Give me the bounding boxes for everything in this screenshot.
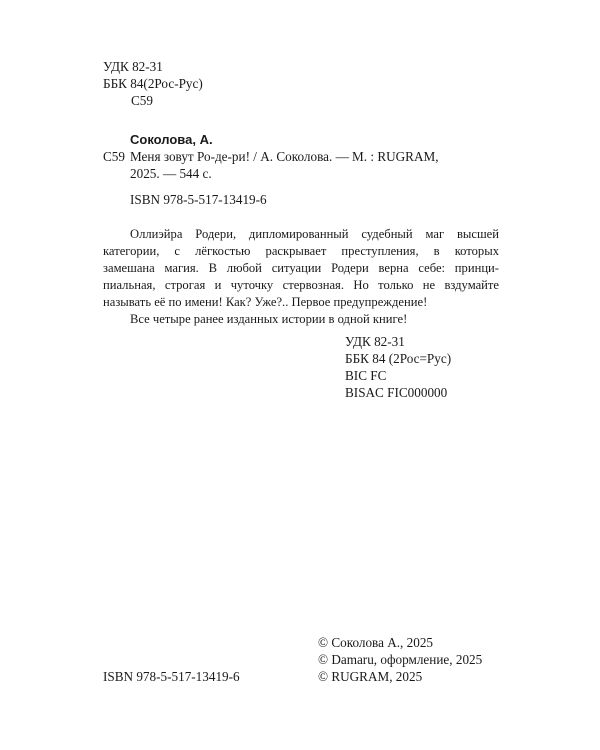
- copyright-notices: [318, 634, 482, 685]
- bottom-isbn: ISBN 978-5-517-13419-6: [103, 669, 240, 684]
- copyright-line: © RUGRAM, 2025: [318, 669, 423, 684]
- right-classification-codes: [345, 333, 451, 401]
- annotation: [103, 226, 499, 329]
- annotation-line: Оллиэйра Родери, дипломированный судебный маг высшей: [130, 227, 499, 241]
- isbn: ISBN 978-5-517-13419-6: [130, 192, 267, 207]
- bbk-code: ББК 84 (2Рос=Рус): [345, 351, 452, 366]
- author-name: Соколова, А.: [130, 132, 213, 147]
- annotation-line: Все четыре ранее изданных истории в одной книге!: [130, 312, 408, 327]
- annotation-line: замешана магия. В любой ситуации Родери верна себе: принци-: [103, 261, 499, 276]
- annotation-line: категории, с лёгкостью раскрывает преступления, в которых: [103, 244, 499, 259]
- copyright-line: © Damaru, оформление, 2025: [318, 652, 483, 667]
- bisac-code: BISAC FIC000000: [345, 385, 448, 400]
- annotation-line: называть её по имени! Как? Уже?.. Первое предупреждение!: [103, 295, 428, 310]
- catalog-author-mark: С59: [103, 149, 125, 164]
- author-mark: С59: [131, 93, 153, 108]
- bic-code: BIC FC: [345, 368, 387, 383]
- copyright-line: © Соколова А., 2025: [318, 635, 434, 650]
- bibliographic-line-1: Меня зовут Ро-де-ри! / А. Соколова. — М. : RUGRAM,: [130, 149, 439, 164]
- udk-code: УДК 82-31: [103, 59, 163, 74]
- udk-code: УДК 82-31: [345, 334, 405, 349]
- annotation-line: пиальная, строгая и чуточку стервозная. Но только не вздумайте: [103, 278, 499, 293]
- bibliographic-line-2: 2025. — 544 с.: [130, 166, 212, 181]
- catalog-entry: [130, 131, 500, 208]
- bbk-code: ББК 84(2Рос-Рус): [103, 76, 203, 91]
- top-classification-codes: [103, 58, 203, 109]
